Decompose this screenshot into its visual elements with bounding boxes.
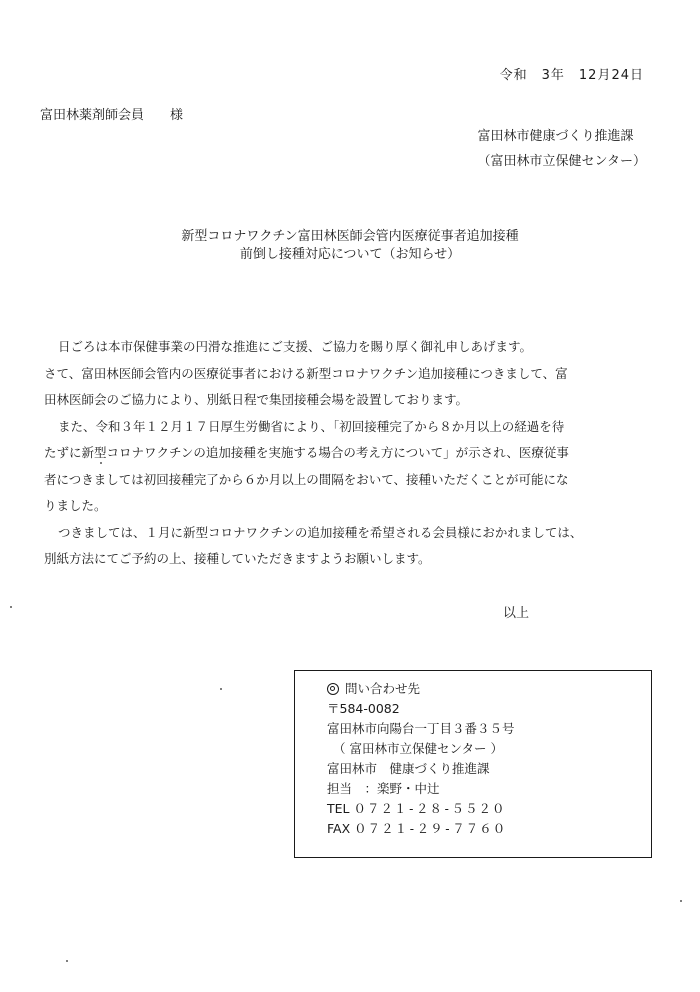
scan-speck (10, 606, 12, 608)
scan-speck (66, 960, 68, 962)
sender-department: 富田林市健康づくり推進課 (477, 129, 634, 144)
contact-heading (327, 679, 651, 699)
addressee (40, 104, 183, 123)
contact-department: 富田林市 健康づくり推進課 (327, 761, 490, 776)
body-line: 者につきましては初回接種完了から６か月以上の間隔をおいて、接種いただくことが可能にな (44, 471, 569, 487)
title-line-1: 新型コロナワクチン富田林医師会管内医療従事者追加接種 (181, 229, 519, 244)
sender-block (478, 124, 646, 174)
contact-address: 富田林市向陽台一丁目３番３５号 (327, 721, 515, 736)
body-line: たずに新型コロナワクチンの追加接種を実施する場合の考え方について」が示され、医療従事 (44, 445, 569, 460)
contact-box (294, 670, 652, 858)
body-line: 日ごろは本市保健事業の円滑な推進にご支援、ご協力を賜り厚く御礼申しあげます。 (58, 339, 533, 354)
body-line: りました。 (44, 498, 107, 513)
contact-tel (327, 799, 651, 819)
contact-fax (327, 819, 651, 839)
sender-center: （富田林市立保健センター） (477, 154, 646, 169)
tel-number: ０７２１-２８-５５２０ (353, 801, 506, 816)
document-body (44, 334, 648, 573)
contact-postal-code: 〒584-0082 (327, 701, 400, 716)
scan-speck (220, 688, 222, 690)
addressee-honorific: 様 (170, 108, 184, 123)
contact-staff: 担当 ：楽野・中辻 (327, 781, 440, 796)
document-date: 令和 3年 12月24日 (499, 68, 644, 83)
document-title (0, 228, 700, 264)
body-line: また、令和３年１２月１７日厚生労働省により、「初回接種完了から８か月以上の経過を待 (58, 418, 565, 434)
closing-mark: 以上 (503, 606, 530, 621)
body-line: 田林医師会のご協力により、別紙日程で集団接種会場を設置しております。 (44, 392, 469, 407)
scan-speck (680, 900, 682, 902)
double-circle-icon (327, 683, 339, 695)
addressee-name: 富田林薬剤師会員 (40, 108, 145, 123)
tel-label: TEL (327, 801, 350, 816)
contact-heading-text: 問い合わせ先 (345, 681, 421, 696)
body-line: 別紙方法にてご予約の上、接種していただきますようお願いします。 (44, 551, 431, 566)
fax-number: ０７２１-２９-７７６０ (354, 821, 507, 836)
fax-label: FAX (327, 821, 351, 836)
scan-speck (100, 462, 102, 464)
title-line-2: 前倒し接種対応について（お知らせ） (239, 247, 461, 262)
contact-facility: （ 富田林市立保健センター ） (333, 741, 503, 756)
body-line: さて、富田林医師会管内の医療従事者における新型コロナワクチン追加接種につきまして、富 (44, 365, 568, 381)
body-line: つきましては、１月に新型コロナワクチンの追加接種を希望される会員様におかれましては、 (58, 524, 583, 540)
